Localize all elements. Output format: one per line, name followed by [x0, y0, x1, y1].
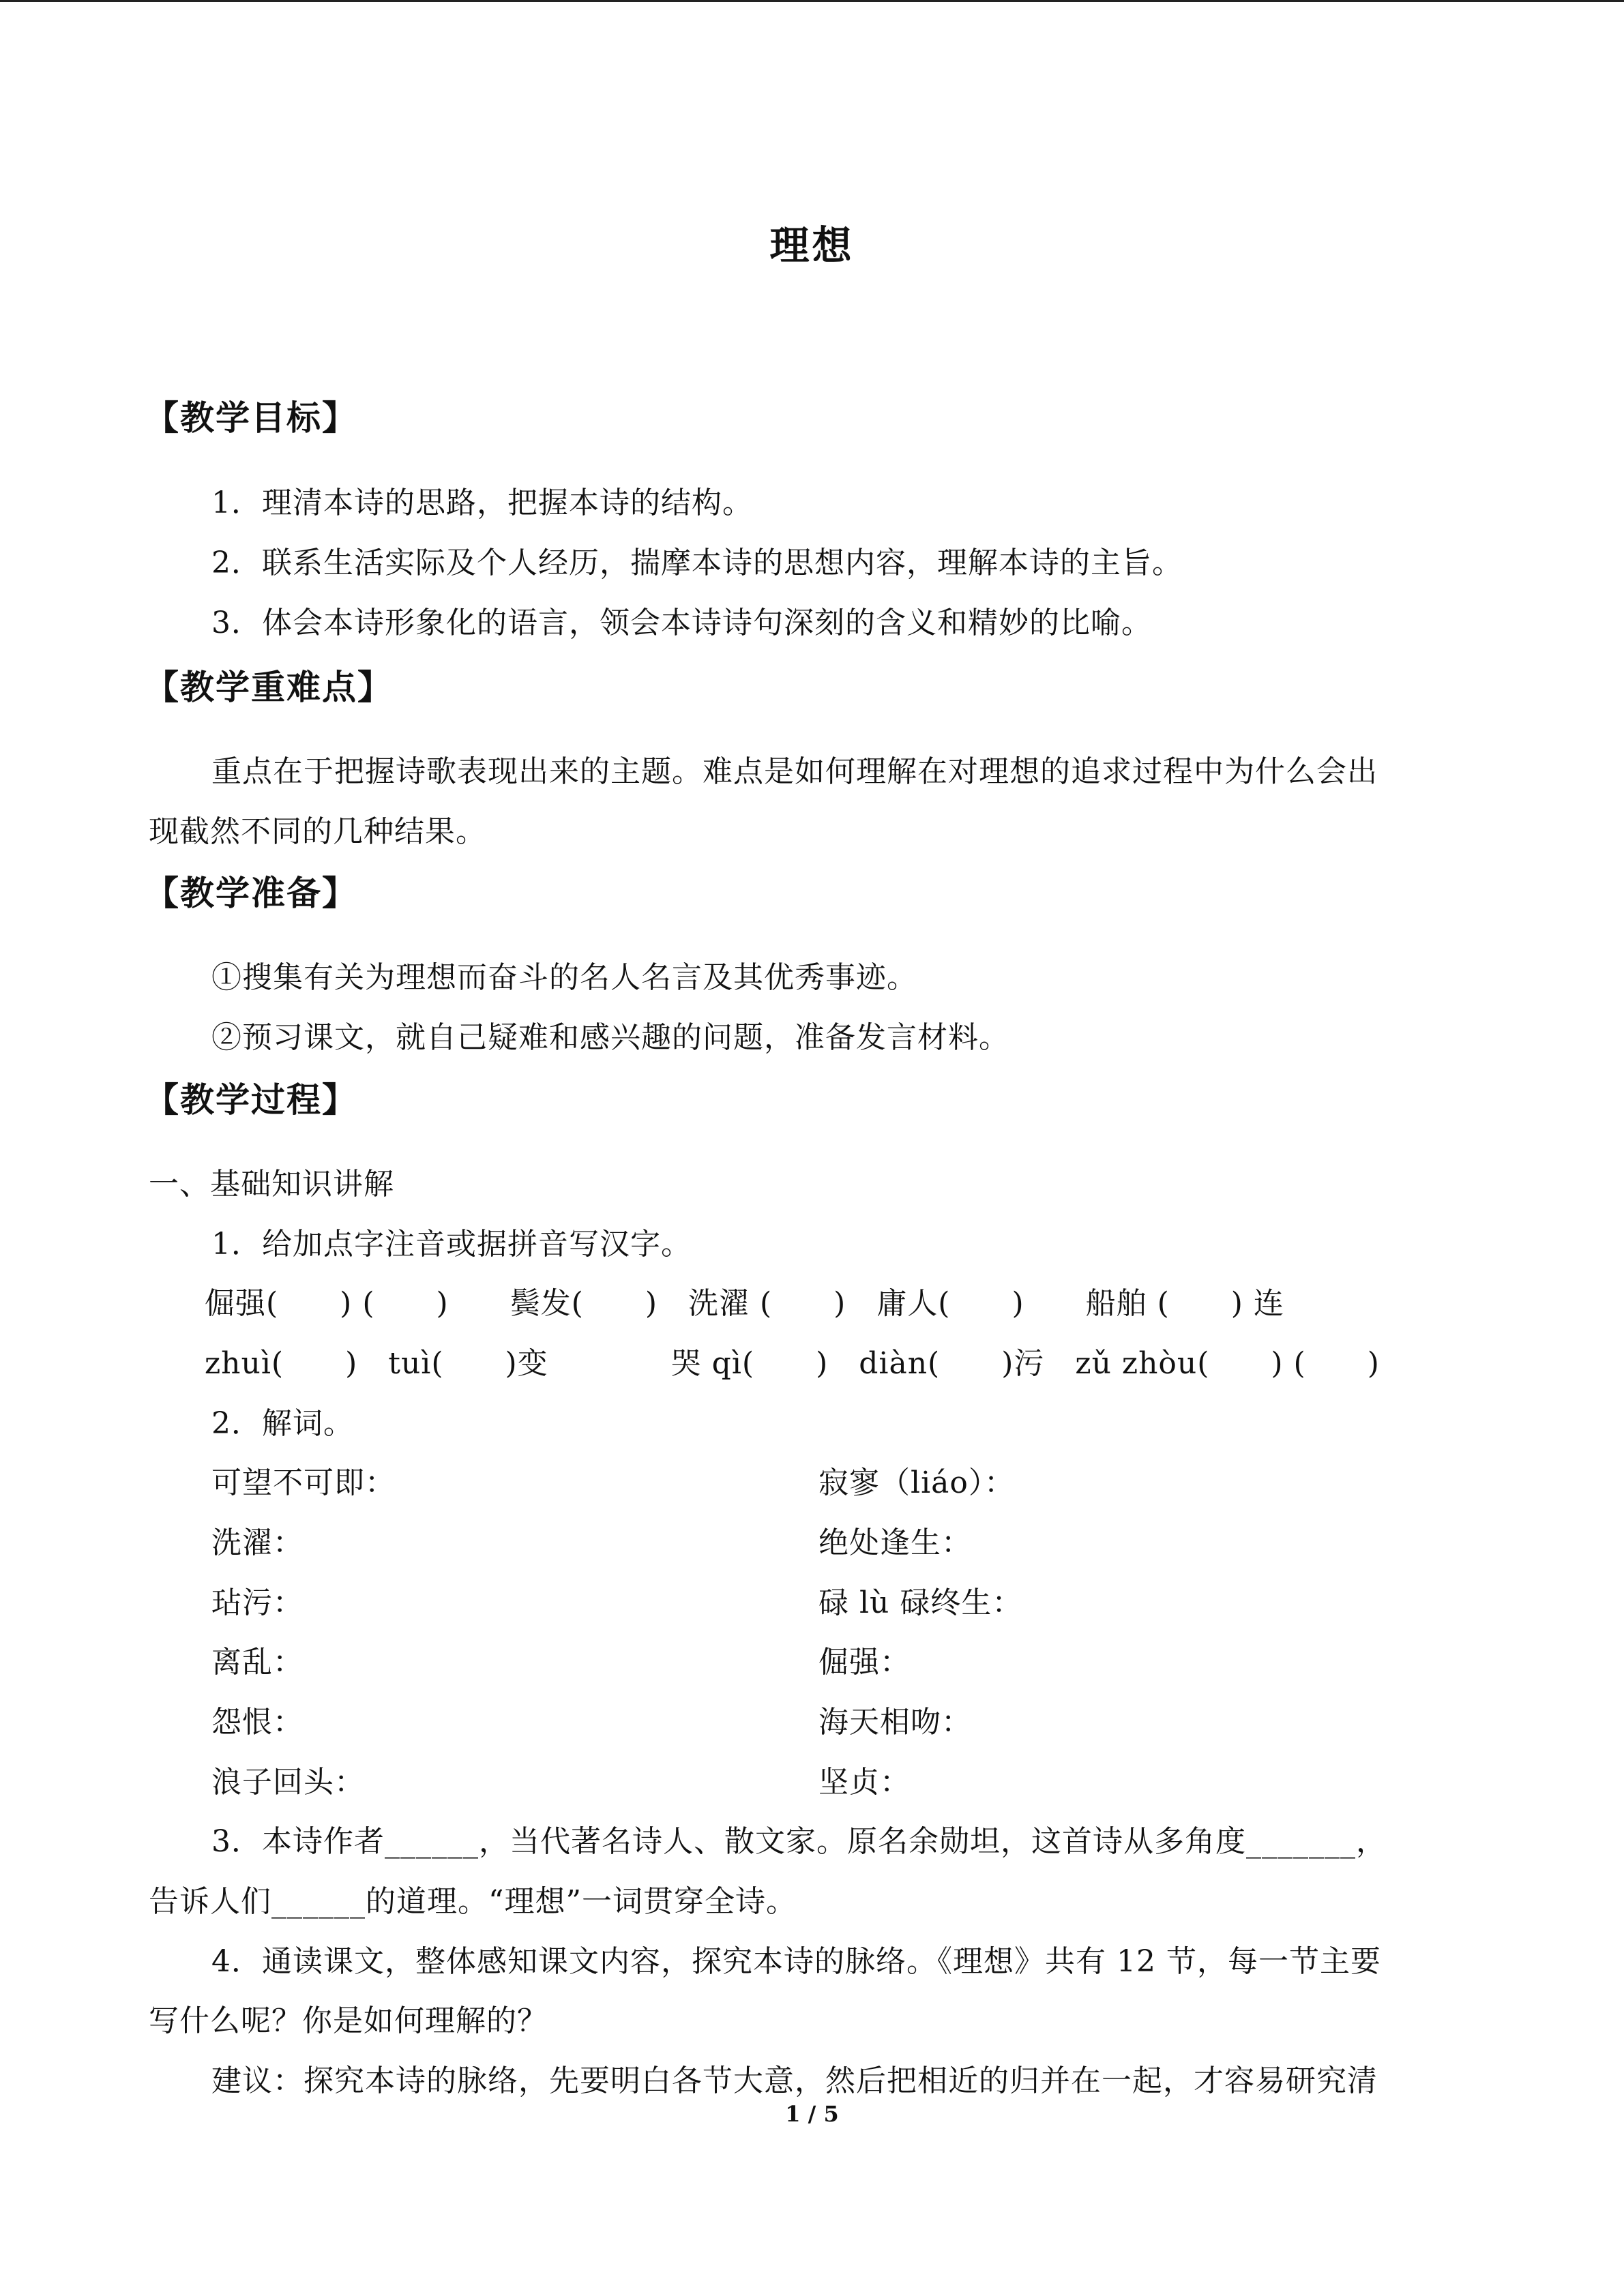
word-item: 玷污： — [211, 1585, 304, 1620]
pinyin-exercise-line: zhuì( ) tuì( )变 哭 qì( ) diàn( )污 zǔ zhòu( ) ( ) — [205, 1346, 1380, 1381]
prep-item: ①搜集有关为理想而奋斗的名人名言及其优秀事迹。 — [211, 960, 917, 995]
word-item: 碌 lù 碌终生： — [818, 1585, 1023, 1620]
word-item: 倔强： — [818, 1645, 911, 1680]
question-4-line: 写什么呢？你是如何理解的？ — [149, 2003, 548, 2038]
word-item: 坚贞： — [818, 1765, 911, 1800]
goal-item: 1．理清本诗的思路，把握本诗的结构。 — [211, 486, 753, 520]
word-item: 离乱： — [211, 1645, 304, 1680]
word-item: 洗濯： — [211, 1525, 304, 1560]
key-paragraph-line: 重点在于把握诗歌表现出来的主题。难点是如何理解在对理想的追求过程中为什么会出 — [211, 754, 1378, 789]
goal-item: 3．体会本诗形象化的语言，领会本诗诗句深刻的含义和精妙的比喻。 — [211, 606, 1152, 640]
prep-heading: 【教学准备】 — [145, 873, 357, 913]
word-item: 浪子回头： — [211, 1765, 365, 1800]
question-3-line: 告诉人们______的道理。“理想”一词贯穿全诗。 — [149, 1884, 797, 1919]
suggestion-line: 建议：探究本诗的脉络，先要明白各节大意，然后把相近的归并在一起，才容易研究清 — [211, 2063, 1378, 2098]
part-heading: 一、基础知识讲解 — [149, 1167, 394, 1202]
word-item: 绝处逢生： — [818, 1525, 972, 1560]
key-heading: 【教学重难点】 — [145, 667, 393, 707]
goals-heading: 【教学目标】 — [145, 398, 357, 438]
word-item: 寂寥（liáo）： — [818, 1465, 1015, 1500]
key-paragraph-line: 现截然不同的几种结果。 — [149, 814, 486, 849]
word-item: 海天相吻： — [818, 1705, 972, 1740]
goal-item: 2．联系生活实际及个人经历，揣摩本诗的思想内容，理解本诗的主旨。 — [211, 546, 1183, 580]
prep-item: ②预习课文，就自己疑难和感兴趣的问题，准备发言材料。 — [211, 1020, 1009, 1055]
question-4-line: 4．通读课文，整体感知课文内容，探究本诗的脉络。《理想》共有 12 节，每一节主要 — [211, 1944, 1381, 1979]
question-1: 1．给加点字注音或据拼音写汉字。 — [211, 1227, 692, 1262]
page-title: 理想 — [769, 222, 855, 269]
word-item: 可望不可即： — [211, 1465, 396, 1500]
process-heading: 【教学过程】 — [145, 1079, 357, 1120]
page-number: 1 / 5 — [785, 2101, 839, 2127]
pinyin-exercise-line: 倔强( ) ( ) 鬓发( ) 洗濯 ( ) 庸人( ) 船舶 ( ) 连 — [205, 1286, 1284, 1321]
question-3-line: 3．本诗作者______，当代著名诗人、散文家。原名余勋坦，这首诗从多角度_______， — [211, 1824, 1387, 1859]
question-2: 2．解词。 — [211, 1406, 354, 1441]
word-item: 怨恨： — [211, 1705, 304, 1740]
